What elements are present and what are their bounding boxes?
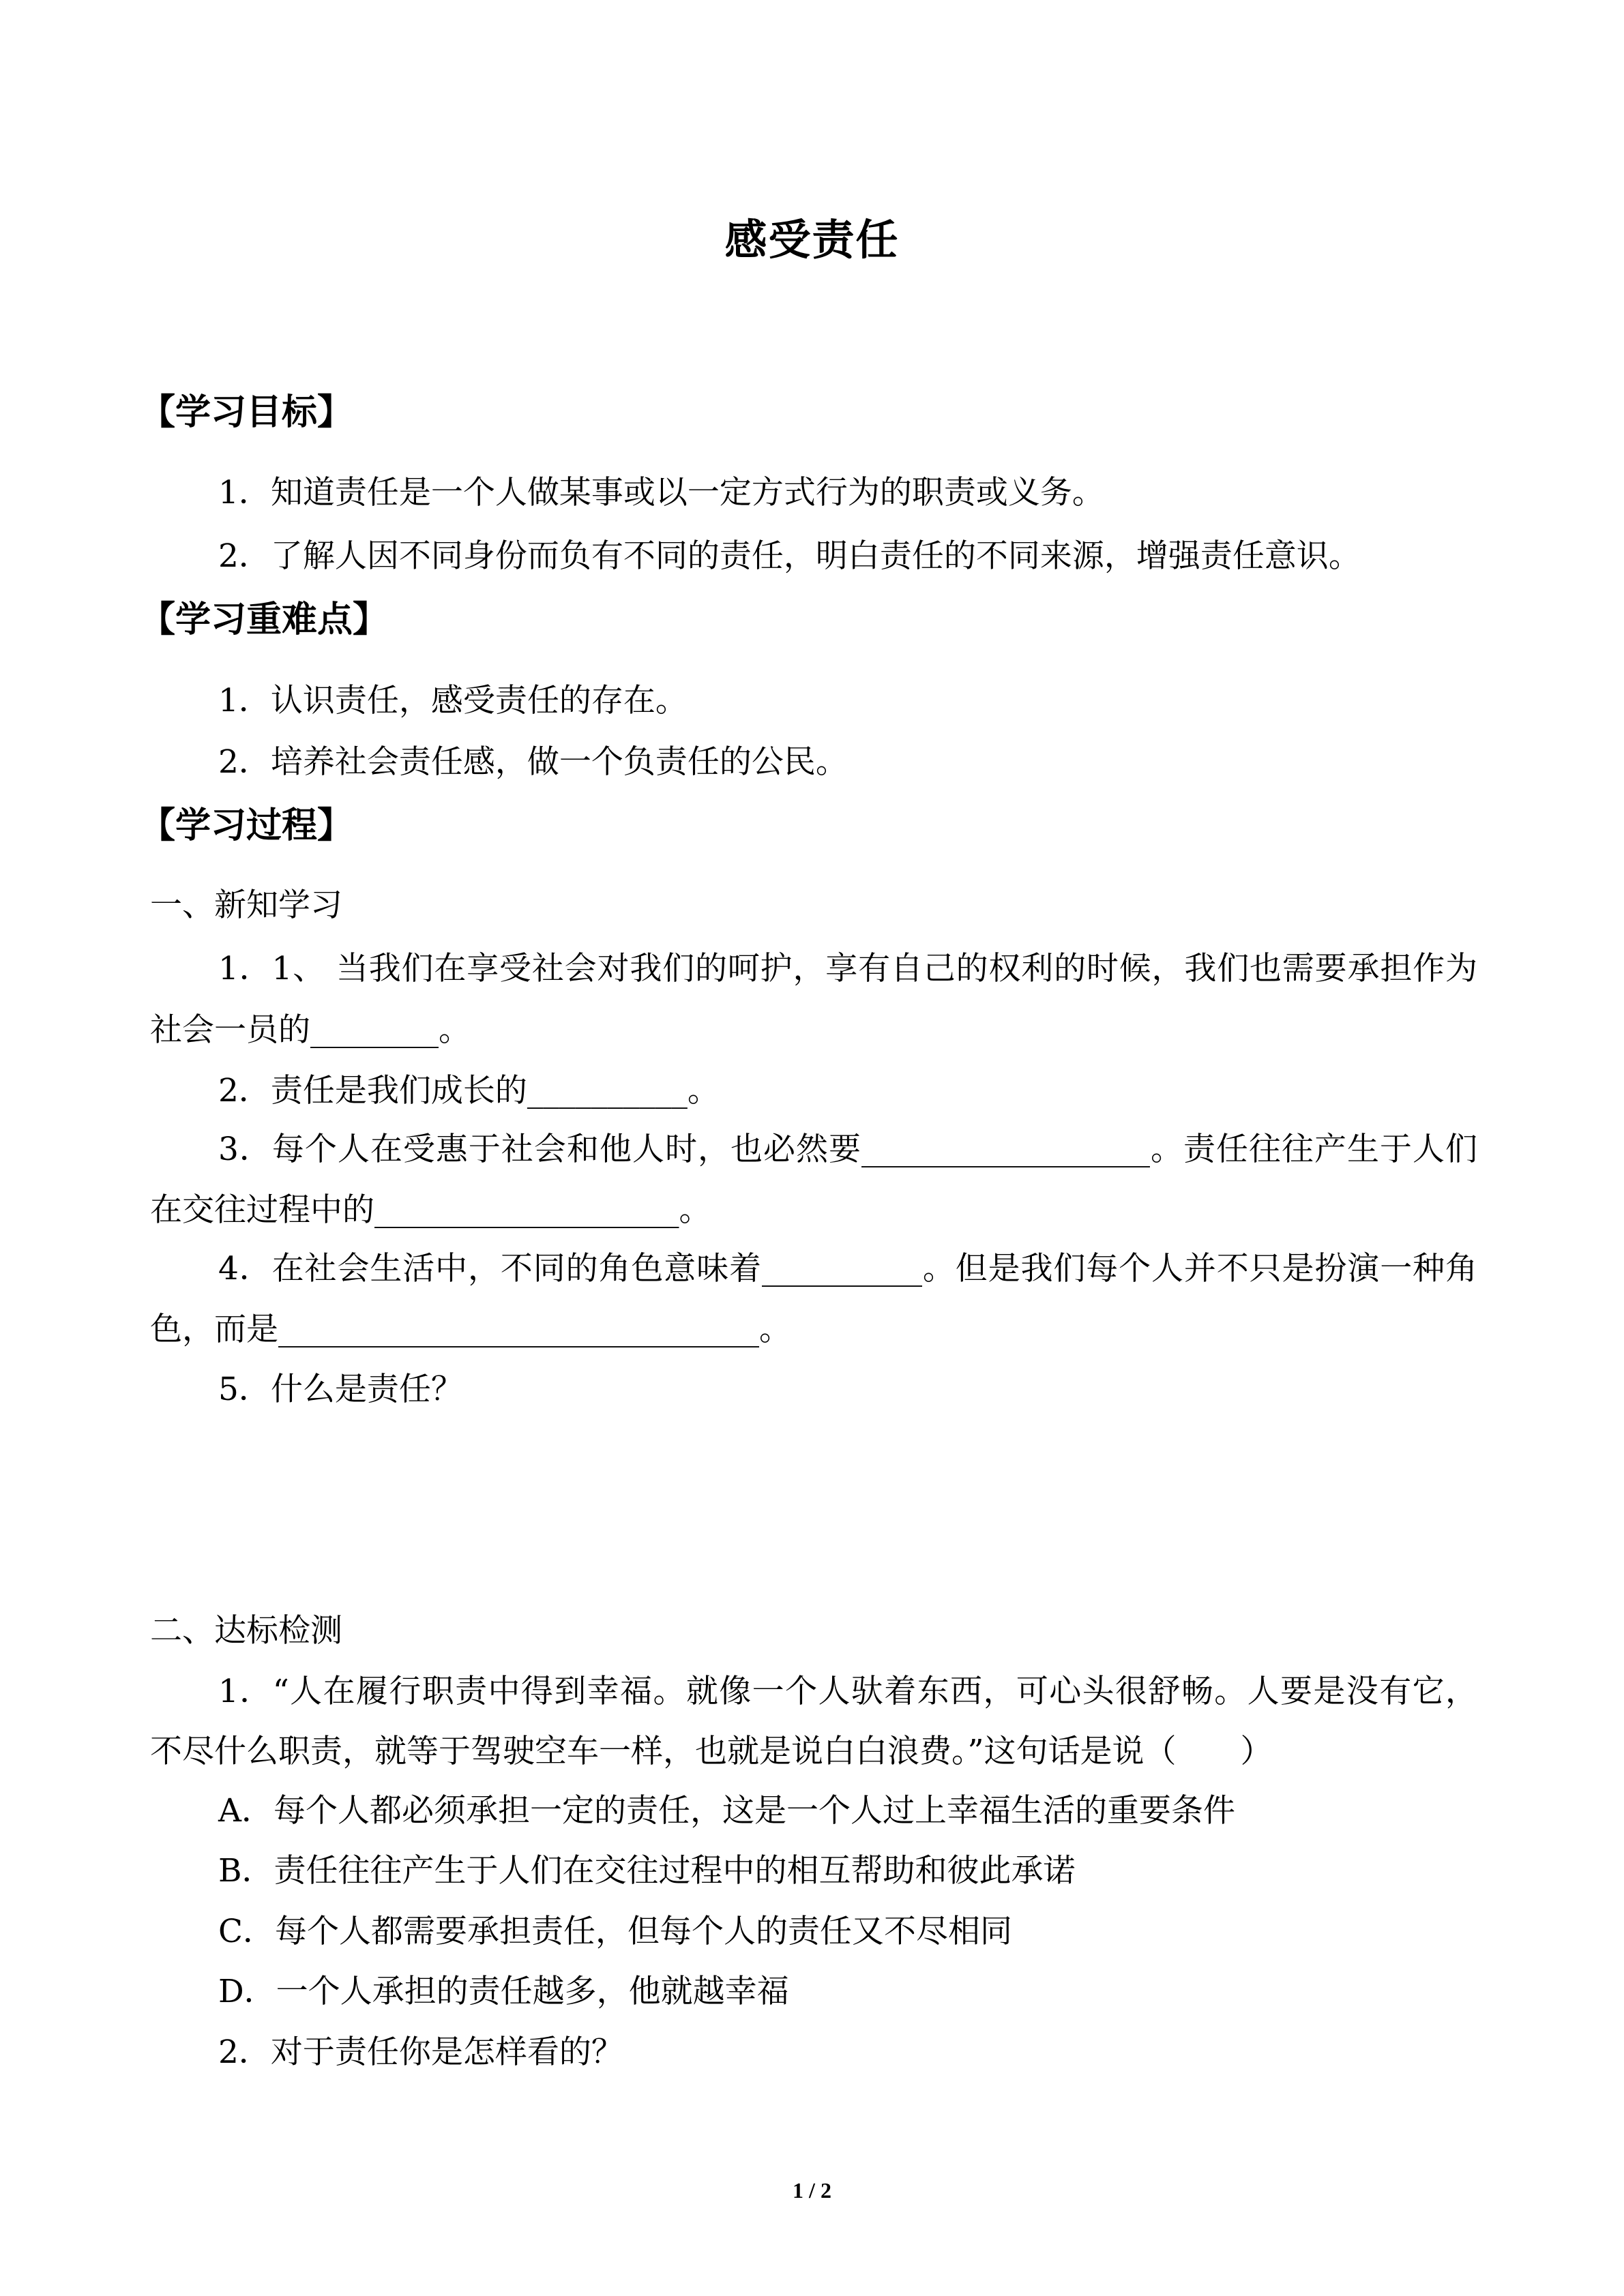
goal-item: 1．知道责任是一个人做某事或以一定方式行为的职责或义务。: [218, 474, 1104, 511]
page-number: 1 / 2: [793, 2178, 831, 2203]
question-3-line-1: 3．每个人在受惠于社会和他人时，也必然要__________________。责任往往产生于人们: [218, 1131, 1477, 1168]
question-1-line-2: 社会一员的________。: [150, 1011, 471, 1049]
test-question-1-line-2: 不尽什么职责，就等于驾驶空车一样，也就是说白白浪费。”这句话是说（ ）: [150, 1733, 1273, 1770]
question-4-line-2: 色，而是______________________________。: [150, 1311, 791, 1348]
option-c: C．每个人都需要承担责任，但每个人的责任又不尽相同: [218, 1913, 1012, 1950]
question-5: 5．什么是责任？: [218, 1371, 463, 1408]
section-heading-process: 【学习过程】: [140, 805, 353, 846]
test-question-1-line-1: 1．“人在履行职责中得到幸福。就像一个人驮着东西，可心头很舒畅。人要是没有它，: [218, 1673, 1477, 1710]
key-point-item: 2．培养社会责任感，做一个负责任的公民。: [218, 743, 848, 781]
key-point-item: 1．认识责任，感受责任的存在。: [218, 682, 688, 719]
part-heading-new-knowledge: 一、新知学习: [150, 886, 342, 924]
test-question-2: 2．对于责任你是怎样看的？: [218, 2033, 623, 2071]
question-1-line-1: 1．1、 当我们在享受社会对我们的呵护，享有自己的权利的时候，我们也需要承担作为: [218, 950, 1477, 987]
part-heading-assessment: 二、达标检测: [150, 1612, 342, 1650]
page-title: 感受责任: [724, 215, 900, 265]
section-heading-goals: 【学习目标】: [140, 392, 353, 433]
section-heading-key-points: 【学习重难点】: [140, 599, 389, 640]
question-2: 2．责任是我们成长的__________。: [218, 1072, 720, 1109]
option-b: B．责任往往产生于人们在交往过程中的相互帮助和彼此承诺: [218, 1852, 1076, 1890]
goal-item: 2．了解人因不同身份而负有不同的责任，明白责任的不同来源，增强责任意识。: [218, 537, 1361, 575]
question-4-line-1: 4．在社会生活中，不同的角色意味着__________。但是我们每个人并不只是扮演一种角: [218, 1250, 1477, 1287]
option-a: A．每个人都必须承担一定的责任，这是一个人过上幸福生活的重要条件: [218, 1792, 1235, 1830]
option-d: D．一个人承担的责任越多，他就越幸福: [218, 1973, 789, 2010]
question-3-line-2: 在交往过程中的___________________。: [150, 1191, 711, 1229]
